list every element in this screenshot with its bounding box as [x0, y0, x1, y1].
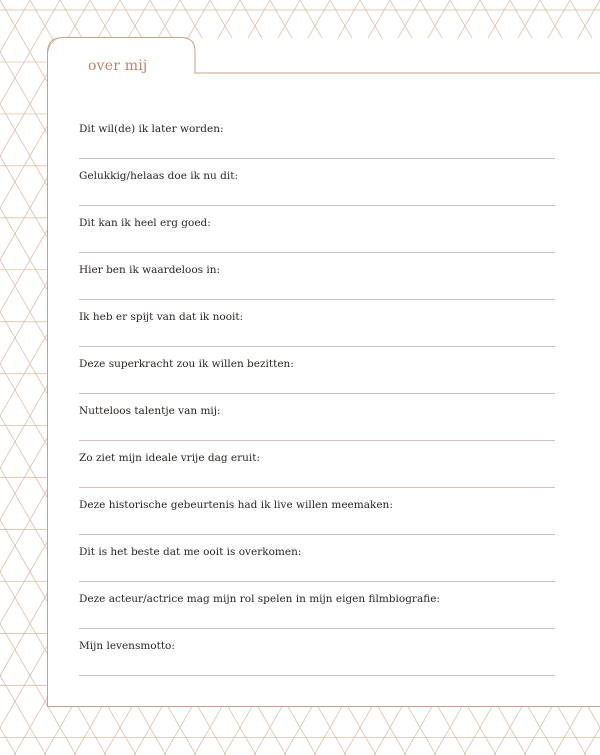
prompt-label: Zo ziet mijn ideale vrije dag eruit: [79, 452, 261, 464]
prompt-label: Dit wil(de) ik later worden: [79, 123, 224, 135]
prompt-row[interactable] [79, 582, 555, 629]
prompt-row[interactable] [79, 441, 555, 488]
prompt-row[interactable] [79, 253, 555, 300]
prompt-row[interactable] [79, 347, 555, 394]
prompt-label: Dit is het beste dat me ooit is overkomen: [79, 546, 302, 558]
prompt-label: Dit kan ik heel erg goed: [79, 217, 211, 229]
prompt-row[interactable] [79, 206, 555, 253]
prompt-row[interactable] [79, 112, 555, 159]
prompt-label: Nutteloos talentje van mij: [79, 405, 221, 417]
prompt-row[interactable] [79, 535, 555, 582]
prompt-label: Gelukkig/helaas doe ik nu dit: [79, 170, 238, 182]
prompt-row[interactable] [79, 629, 555, 676]
prompt-list [79, 112, 555, 676]
prompt-label: Mijn levensmotto: [79, 640, 175, 652]
prompt-label: Hier ben ik waardeloos in: [79, 264, 221, 276]
prompt-row[interactable] [79, 394, 555, 441]
prompt-label: Deze historische gebeurtenis had ik live willen meemaken: [79, 499, 393, 511]
prompt-label: Deze acteur/actrice mag mijn rol spelen in mijn eigen filmbiografie: [79, 593, 440, 605]
prompt-label: Deze superkracht zou ik willen bezitten: [79, 358, 294, 370]
prompt-label: Ik heb er spijt van dat ik nooit: [79, 311, 244, 323]
prompt-row[interactable] [79, 159, 555, 206]
prompt-row[interactable] [79, 488, 555, 535]
page-title: over mij [88, 58, 148, 74]
prompt-row[interactable] [79, 300, 555, 347]
